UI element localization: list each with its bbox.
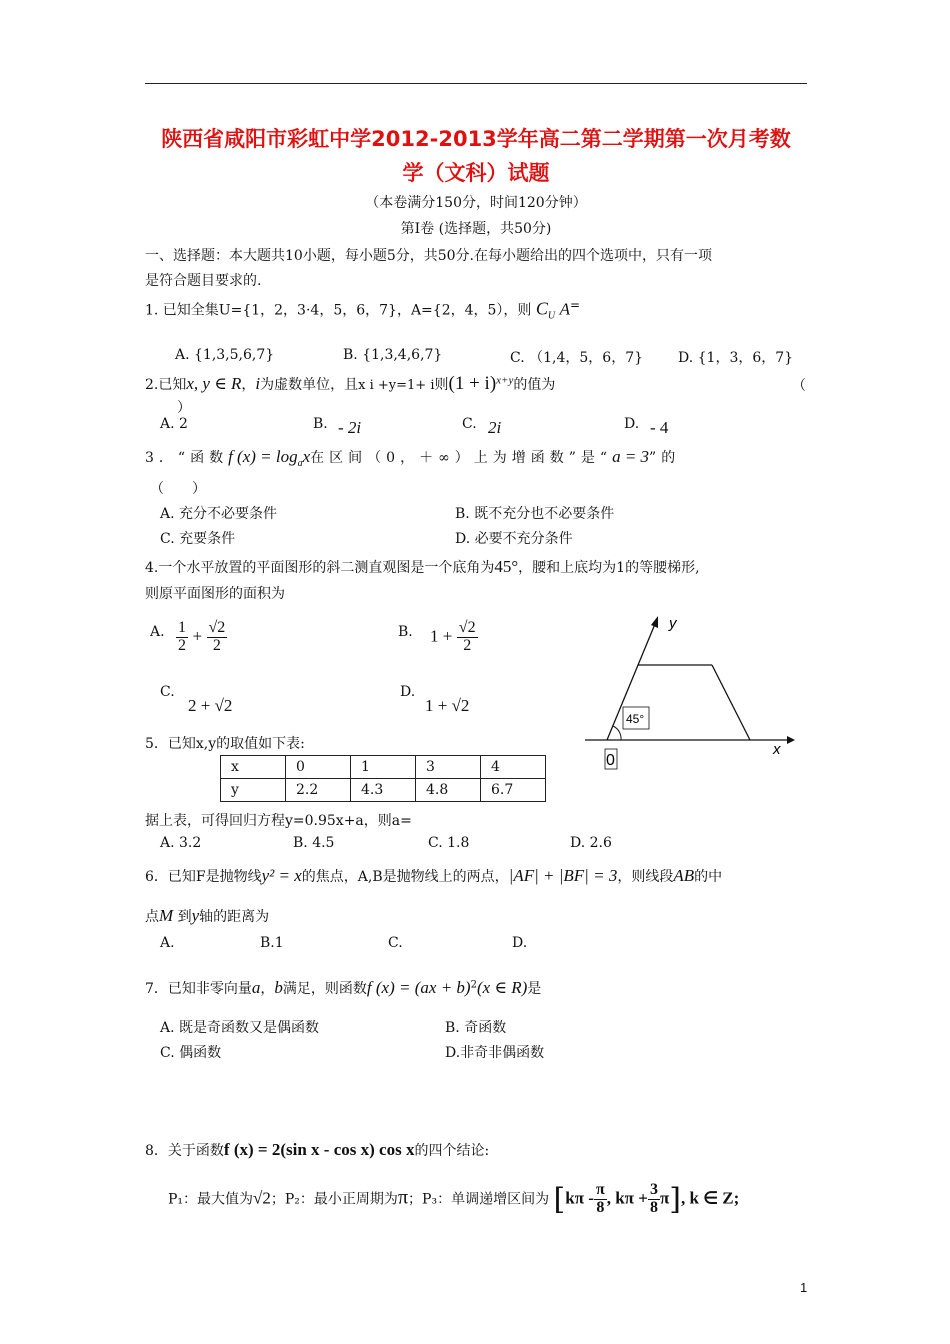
q6-stem-c: ，则线段 [617, 869, 674, 885]
q4-option-c-label: C. [160, 684, 175, 700]
q4-a-plus: + [192, 626, 203, 646]
q4-option-b-label: B. [398, 624, 413, 640]
q6-stem-line2 [145, 906, 269, 926]
q4-stem-line2: 则原平面图形的面积为 [145, 586, 285, 602]
x-axis-arrow [787, 736, 795, 744]
q4-a-f1-den: 2 [178, 636, 186, 654]
q4-a-f1-num: 1 [178, 619, 186, 636]
q2-exponent: x+y [496, 374, 514, 387]
table-row [221, 756, 546, 779]
q3-stem-a: 3．“函数 [145, 450, 229, 466]
q3-stem-b: 在区间（0，＋∞）上为增函数”是“ [310, 450, 613, 466]
q8-interval-b: , kπ + [606, 1188, 648, 1208]
table-cell: 4 [481, 756, 546, 779]
q4-option-a-label: A. [150, 624, 165, 640]
q3-x: x [302, 447, 311, 466]
q1-option-b: B. {1,3,4,6,7} [343, 347, 443, 363]
q4-b-den: 2 [463, 636, 472, 654]
q4-b-one: 1 + [430, 626, 453, 646]
q5-option-d: D. 2.6 [570, 835, 612, 851]
q1-set-a: A [559, 299, 570, 319]
q8-p2-value: π [397, 1186, 409, 1209]
q5-option-b: B. 4.5 [293, 835, 335, 851]
q4-d-math: 1 + √2 [425, 696, 470, 715]
q1-stem-text: 1. 已知全集U={1，2，3·4，5，6，7}，A={2，4，5），则 [145, 302, 532, 319]
q8-stem-a: 8．关于函数 [145, 1143, 224, 1159]
q7-stem-a: 7．已知非零向量 [145, 981, 252, 997]
q7-exponent: 2 [470, 979, 477, 991]
section-intro-line2: 是符合题目要求的. [145, 273, 262, 289]
q5-data-table [220, 755, 546, 802]
q6-y: y [191, 906, 200, 925]
q6-option-d: D. [512, 935, 528, 951]
q2-option-d-value [650, 418, 668, 438]
q6-segment-ab: AB [673, 866, 695, 885]
q6-line2-c: 轴的距离为 [199, 909, 270, 925]
q2-i: i [255, 374, 261, 393]
q1-equals: = [569, 298, 581, 312]
table-cell: 4.3 [351, 779, 416, 802]
q7-option-b: B. 奇函数 [445, 1020, 507, 1036]
table-row [221, 779, 546, 802]
q6-line2-a: 点 [145, 909, 159, 925]
q3-log-base: a [297, 457, 303, 469]
q6-point-m: M [159, 906, 174, 925]
q2-stem [145, 373, 555, 395]
q2-option-b: B. [313, 416, 328, 432]
q2-option-c-math: 2i [488, 418, 502, 437]
q8-f1-den: 8 [596, 1199, 605, 1216]
q4-option-d-label: D. [400, 684, 416, 700]
q8-stem [145, 1140, 489, 1160]
q1-complement-c: C [535, 298, 548, 319]
q2-stem-b: ， [241, 377, 256, 393]
q1-option-c: C. （1,4，5，6，7} [510, 350, 644, 366]
exam-subtitle: （本卷满分150分，时间120分钟） [365, 195, 587, 211]
q4-option-b-expr [430, 620, 478, 655]
q8-function: f (x) = 2(sin x - cos x) cos x [223, 1140, 415, 1159]
table-cell: y [221, 779, 286, 802]
table-cell: 0 [286, 756, 351, 779]
trapezoid-leg [712, 665, 750, 740]
q7-stem-c: 是 [527, 981, 542, 997]
q7-domain: (x ∈ R) [476, 978, 528, 997]
q1-option-d: D. {1，3，6，7} [678, 350, 794, 366]
q3-a-equals-3: a = 3 [612, 447, 650, 466]
q1-complement-sub: U [547, 310, 556, 322]
q2-stem-c: 为虚数单位，且 [260, 377, 359, 393]
q4-stem-line1 [145, 557, 700, 577]
page-title-line1: 陕西省咸阳市彩虹中学2012-2013学年高二第二学期第一次月考数 [161, 127, 791, 151]
q8-interval-a: kπ - [565, 1188, 594, 1208]
q4-option-a-expr [176, 620, 227, 655]
q4-b-num: √2 [458, 619, 476, 636]
q7-vector-b: b [274, 978, 283, 997]
q8-interval-tail: , k ∈ Z; [680, 1188, 740, 1208]
trapezoid-figure [585, 610, 805, 780]
q7-vector-a: a [251, 978, 261, 997]
q1-stem [145, 298, 580, 321]
q2-option-a: A. 2 [160, 416, 188, 432]
table-cell: 2.2 [286, 779, 351, 802]
q4-c-math: 2 + √2 [188, 696, 233, 715]
q4-stem-a: 4.一个水平放置的平面图形的斜二测直观图是一个底角为 [145, 560, 495, 576]
q8-frac1 [594, 1182, 607, 1217]
q6-stem-d: 的中 [694, 869, 723, 885]
q4-angle: 45° [494, 557, 519, 576]
q5-after: 据上表，可得回归方程y=0.95x+a，则a= [145, 813, 412, 829]
table-cell: 3 [416, 756, 481, 779]
y-axis-label: y [669, 615, 677, 632]
q6-line2-b: 到 [177, 909, 192, 925]
q2-option-c: C. [462, 416, 477, 432]
q4-a-frac2 [207, 620, 228, 655]
q2-option-b-math: - 2i [338, 418, 362, 437]
q2-option-d: D. [624, 416, 640, 432]
q3-stem-c: ”的 [649, 450, 681, 466]
q7-sep: ， [260, 981, 275, 997]
q8-interval-c: π [659, 1188, 670, 1208]
q3-option-a: A. 充分不必要条件 [160, 506, 278, 522]
header-rule [145, 83, 807, 84]
q7-option-d: D.非奇非偶函数 [445, 1045, 545, 1061]
q2-stem-d: 则 [434, 377, 449, 393]
q4-a-frac1 [176, 620, 188, 655]
table-cell: 6.7 [481, 779, 546, 802]
q3-function: f (x) = log [228, 447, 298, 466]
q7-stem [145, 978, 541, 998]
q2-vars: x, y ∈ R [186, 374, 242, 393]
q7-option-c: C. 偶函数 [160, 1045, 222, 1061]
q2-expr: (1 + i) [448, 373, 497, 394]
angle-arc [613, 726, 621, 740]
q6-stem-line1 [145, 866, 722, 886]
q3-option-b: B. 既不充分也不必要条件 [455, 506, 615, 522]
q8-frac2 [648, 1182, 660, 1217]
q6-option-b: B.1 [260, 935, 284, 951]
q3-stem [145, 447, 680, 469]
table-cell: 4.8 [416, 779, 481, 802]
q6-option-a: A. [160, 935, 175, 951]
q8-p2: ；P₂：最小正周期为 [270, 1191, 398, 1208]
q8-p3: ；P₃：单调递增区间为 [408, 1191, 550, 1208]
page-number: 1 [800, 1280, 808, 1295]
q2-stem-a: 2.已知 [145, 377, 187, 393]
q6-stem-a: 6．已知F是抛物线 [145, 869, 262, 885]
q4-option-d-expr [425, 696, 469, 716]
part-heading: 第Ⅰ卷 (选择题，共50分) [400, 221, 552, 237]
q8-stem-b: 的四个结论: [414, 1143, 490, 1159]
q4-a-f2-num: √2 [208, 619, 226, 636]
q8-p1: P₁：最大值为 [168, 1191, 254, 1208]
q5-stem: 5．已知x,y的取值如下表: [145, 736, 305, 752]
q6-abs-sum: |AF| + |BF| = 3 [508, 866, 618, 885]
q7-stem-b: 满足，则函数 [282, 981, 367, 997]
q6-parabola: y² = x [261, 866, 302, 885]
q6-stem-b: 的焦点，A,B是抛物线上的两点， [301, 869, 509, 885]
q2-paren-left: （ [792, 378, 806, 394]
q2-option-c-value [488, 418, 501, 438]
q4-stem-b: ，腰和上底均为1的等腰梯形, [518, 560, 700, 576]
q8-p1-value: √2 [253, 1188, 271, 1208]
x-axis-label: x [773, 741, 781, 758]
q8-bracket-right: ] [669, 1182, 681, 1217]
q7-option-a: A. 既是奇函数又是偶函数 [160, 1020, 320, 1036]
q6-option-c: C. [388, 935, 403, 951]
q8-conclusions [168, 1182, 739, 1217]
page-title-line2: 学（文科）试题 [402, 161, 550, 185]
q2-paren-right: ） [177, 400, 191, 416]
q3-option-d: D. 必要不充分条件 [455, 531, 573, 547]
q2-option-d-math: - 4 [650, 418, 669, 437]
q8-f2-den: 8 [649, 1199, 658, 1216]
q7-function: f (x) = (ax + b) [366, 978, 471, 997]
origin-label: 0 [606, 752, 615, 769]
q3-option-c: C. 充要条件 [160, 531, 236, 547]
q3-paren: （ ） [150, 481, 206, 497]
y-axis-arrow [651, 616, 658, 628]
q2-equation: x i +y=1+ i [358, 378, 435, 393]
q8-f2-num: 3 [649, 1181, 658, 1199]
table-cell: x [221, 756, 286, 779]
q5-option-a: A. 3.2 [160, 835, 202, 851]
q8-bracket-left: [ [553, 1182, 566, 1217]
angle-label: 45° [626, 712, 645, 726]
section-intro-line1: 一、选择题：本大题共10小题，每小题5分，共50分.在每小题给出的四个选项中，只有一项 [145, 248, 712, 264]
q5-option-c: C. 1.8 [428, 835, 470, 851]
table-cell: 1 [351, 756, 416, 779]
q2-stem-e: 的值为 [513, 377, 556, 393]
q4-b-frac [457, 620, 478, 655]
q2-option-b-value [338, 418, 361, 438]
q4-a-f2-den: 2 [212, 636, 221, 654]
q1-option-a: A. {1,3,5,6,7} [175, 347, 275, 363]
q4-option-c-expr [188, 696, 232, 716]
q8-f1-num: π [595, 1181, 605, 1199]
